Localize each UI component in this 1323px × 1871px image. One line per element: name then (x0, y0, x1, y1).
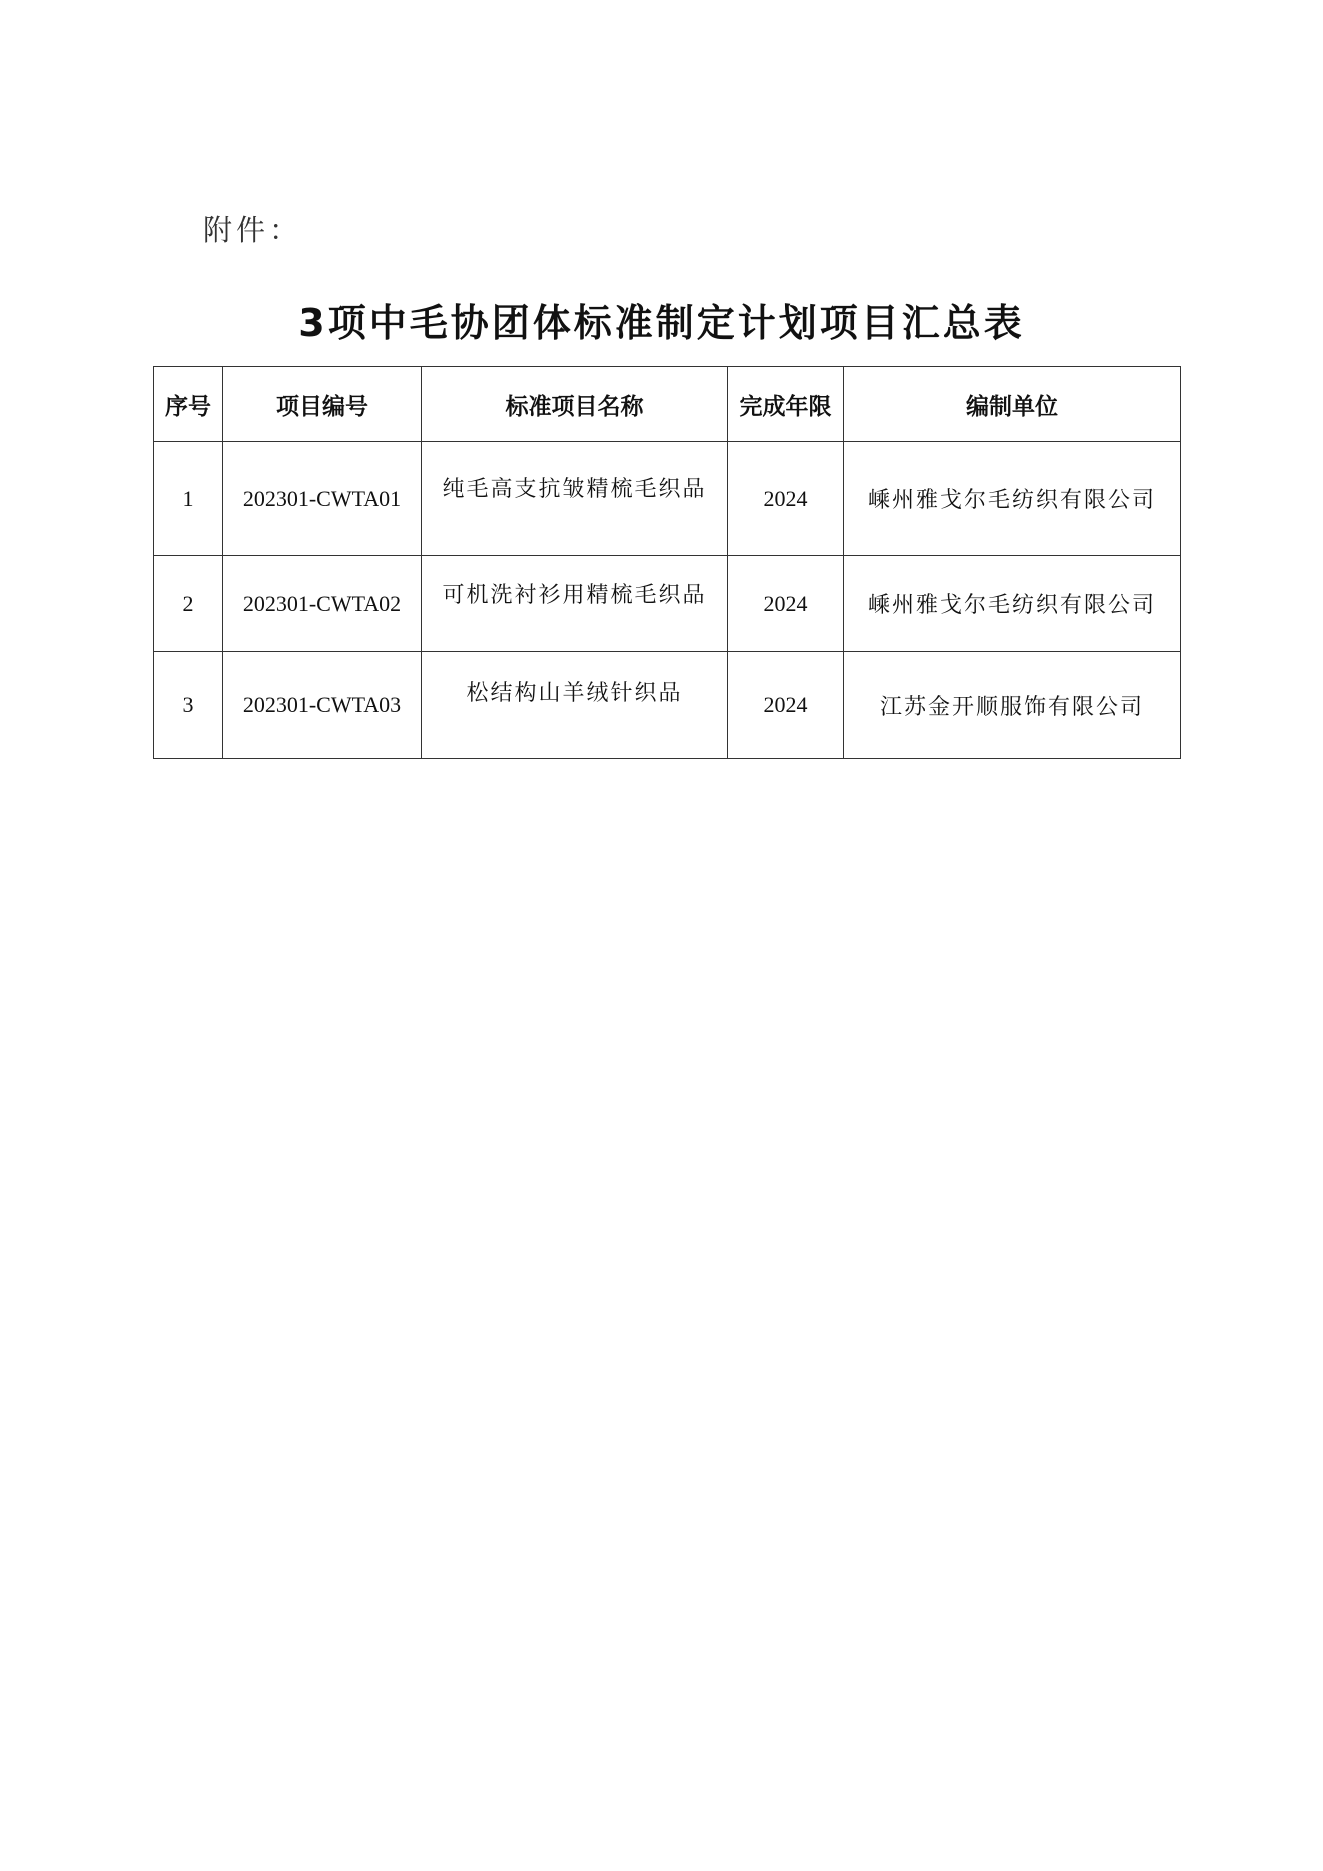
header-name: 标准项目名称 (422, 367, 728, 442)
header-code: 项目编号 (223, 367, 422, 442)
cell-year: 2024 (728, 652, 844, 759)
cell-unit: 江苏金开顺服饰有限公司 (844, 652, 1181, 759)
table-row (154, 442, 1181, 556)
table-row (154, 556, 1181, 652)
cell-no: 2 (154, 556, 223, 652)
attachment-label: 附件： (203, 213, 303, 247)
cell-code: 202301-CWTA03 (223, 652, 422, 759)
header-unit: 编制单位 (844, 367, 1181, 442)
header-no: 序号 (154, 367, 223, 442)
cell-name: 松结构山羊绒针织品 (422, 652, 728, 759)
cell-no: 1 (154, 442, 223, 556)
table-row (154, 652, 1181, 759)
table-header-row (154, 367, 1181, 442)
page-title: 3项中毛协团体标准制定计划项目汇总表 (298, 301, 1025, 345)
cell-code: 202301-CWTA01 (223, 442, 422, 556)
cell-unit: 嵊州雅戈尔毛纺织有限公司 (844, 556, 1181, 652)
cell-year: 2024 (728, 556, 844, 652)
cell-unit: 嵊州雅戈尔毛纺织有限公司 (844, 442, 1181, 556)
cell-name: 纯毛高支抗皱精梳毛织品 (422, 442, 728, 556)
cell-no: 3 (154, 652, 223, 759)
cell-name: 可机洗衬衫用精梳毛织品 (422, 556, 728, 652)
standards-table (153, 366, 1181, 759)
header-year: 完成年限 (728, 367, 844, 442)
cell-code: 202301-CWTA02 (223, 556, 422, 652)
cell-year: 2024 (728, 442, 844, 556)
